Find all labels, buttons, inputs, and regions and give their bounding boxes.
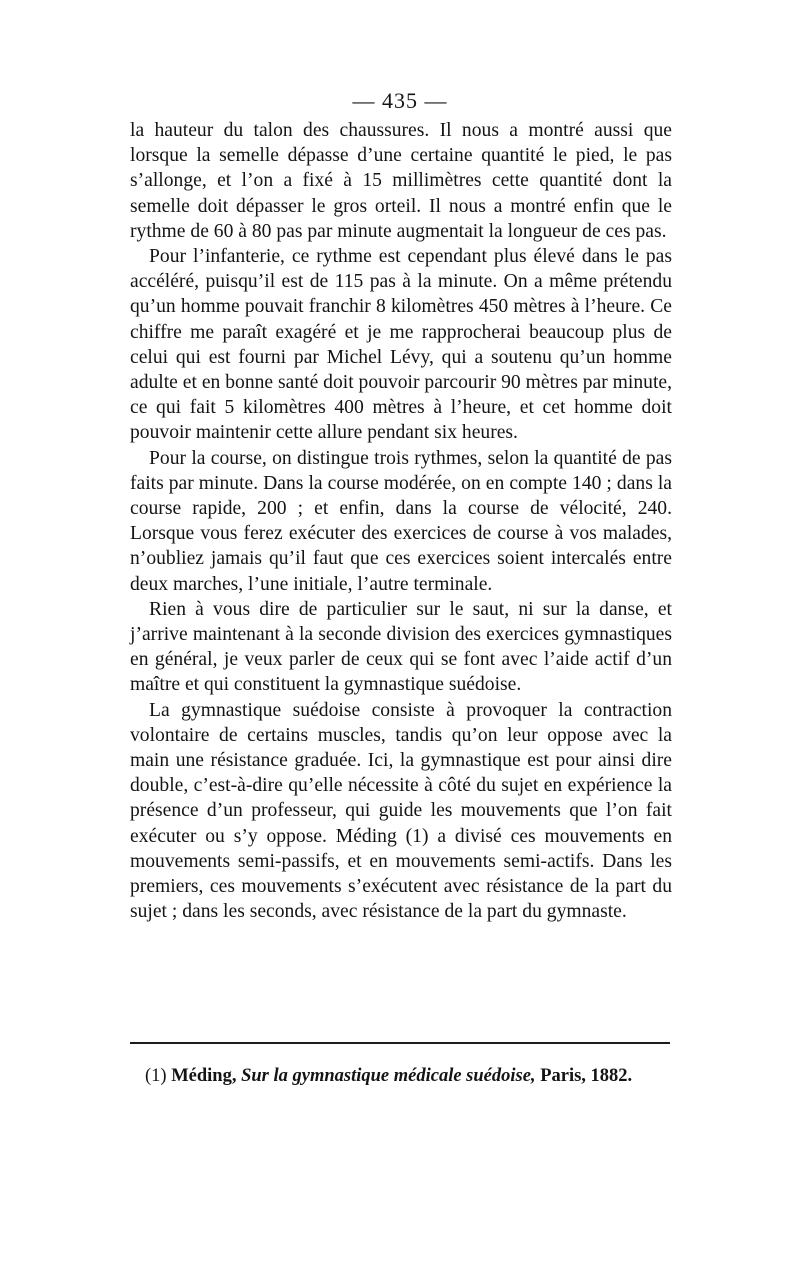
footnote-divider <box>130 1042 670 1044</box>
paragraph-2: Pour l’infanterie, ce rythme est cependant plus élevé dans le pas accéléré, puisqu’il est de 115 pas à la minute. On a même prétendu qu’un homme pouvait franchir 8 kilomètres 450 mètres à l’heure. Ce chiffre me paraît exagéré et je me rapprocherai beaucoup plus de celui qui est fourni par Michel Lévy, qui a soutenu qu’un homme adulte et en bonne santé doit pouvoir parcourir 90 mètres par minute, ce qui fait 5 kilomètres 400 mètres à l’heure, et cet homme doit pouvoir maintenir cette allure pendant six heures. <box>130 246 672 444</box>
footnote-author: Méding, <box>171 1066 237 1086</box>
footnote-title: Sur la gymnastique médicale suédoise, <box>241 1066 536 1086</box>
paragraph-5: La gymnastique suédoise consiste à provoquer la contraction volontaire de certains muscles, tandis qu’on leur oppose avec la main une résistance graduée. Ici, la gymnastique est pour ainsi dire double, c’est-à-dire qu’elle nécessite à côté du sujet en expérience la présence d’un professeur, qui guide les mouvements que l’on fait exécuter ou s’y oppose. Méding (1) a divisé ces mouvements en mouvements semi-passifs, et en mouvements semi-actifs. Dans les premiers, ces mouvements s’exécutent avec résistance de la part du sujet ; dans les seconds, avec résistance de la part du gymnaste. <box>130 699 672 923</box>
footnote-marker: (1) <box>145 1066 167 1086</box>
footnote-place: Paris, 1882. <box>540 1066 633 1086</box>
paragraph-3: Pour la course, on distingue trois rythmes, selon la quantité de pas faits par minute. Dans la course modérée, on en compte 140 ; dans la course rapide, 200 ; et enfin, dans la course de vélocité, 240. Lorsque vous ferez exécuter des exercices de course à vos malades, n’oubliez jamais qu’il faut que ces exercices soient intercalés entre deux marches, l’une initiale, l’autre terminale. <box>130 447 672 595</box>
paragraph-1: la hauteur du talon des chaussures. Il nous a montré aussi que lorsque la semelle dépasse d’une certaine quantité le pied, le pas s’allonge, et l’on a fixé à 15 millimètres cette quantité dont la semelle doit dépasser le gros orteil. Il nous a montré enfin que le rythme de 60 à 80 pas par minute augmentait la longueur de ces pas. <box>130 120 672 242</box>
page-number: — 435 — <box>352 88 448 113</box>
footnote <box>145 1064 665 1088</box>
body-text <box>130 118 672 925</box>
paragraph-4: Rien à vous dire de particulier sur le saut, ni sur la danse, et j’arrive maintenant à la seconde division des exercices gymnastiques en général, je veux parler de ceux qui se font avec l’aide actif d’un maître et qui constituent la gymnastique suédoise. <box>130 598 672 696</box>
